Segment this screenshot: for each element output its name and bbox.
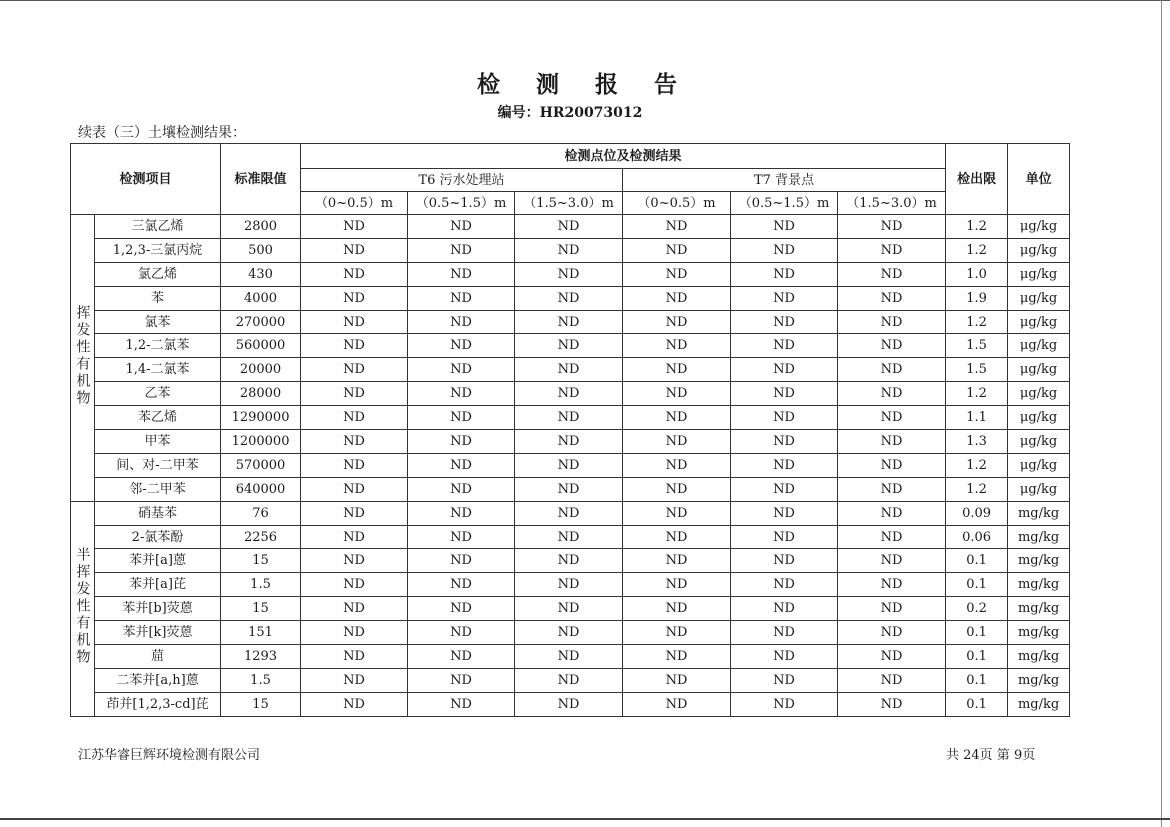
- result-cell: ND: [623, 286, 731, 310]
- result-cell: ND: [731, 692, 838, 716]
- table-row: [71, 358, 1070, 382]
- page-counter: 共 24页 第 9页: [946, 748, 1036, 763]
- unit-cell: mg/kg: [1008, 525, 1070, 549]
- result-cell: ND: [515, 310, 623, 334]
- unit-cell: μg/kg: [1008, 238, 1070, 262]
- result-cell: ND: [301, 430, 408, 454]
- report-title: 检 测 报 告: [476, 71, 692, 98]
- detection-limit: 1.2: [946, 310, 1008, 334]
- result-cell: ND: [731, 645, 838, 669]
- result-cell: ND: [408, 406, 515, 430]
- result-cell: ND: [408, 573, 515, 597]
- item-name: 2-氯苯酚: [95, 525, 221, 549]
- table-row: [71, 692, 1070, 716]
- detection-limit: 1.5: [946, 334, 1008, 358]
- result-cell: ND: [408, 597, 515, 621]
- item-name: 茚并[1,2,3-cd]芘: [95, 692, 221, 716]
- result-cell: ND: [731, 477, 838, 501]
- item-name: 1,4-二氯苯: [95, 358, 221, 382]
- result-cell: ND: [408, 286, 515, 310]
- result-cell: ND: [515, 215, 623, 239]
- page-bottom-edge: [0, 818, 1170, 820]
- table-row: [71, 430, 1070, 454]
- result-cell: ND: [731, 406, 838, 430]
- table-row: [71, 501, 1070, 525]
- table-caption: 续表（三）土壤检测结果：: [78, 125, 246, 141]
- result-cell: ND: [623, 549, 731, 573]
- result-cell: ND: [623, 501, 731, 525]
- unit-cell: mg/kg: [1008, 645, 1070, 669]
- unit-cell: μg/kg: [1008, 215, 1070, 239]
- header-site-t7: T7 背景点: [623, 169, 946, 192]
- item-name: 二苯并[a,h]蒽: [95, 668, 221, 692]
- detection-limit: 1.2: [946, 477, 1008, 501]
- result-cell: ND: [623, 621, 731, 645]
- table-row: [71, 621, 1070, 645]
- header-depth: （0~0.5）m: [623, 192, 731, 215]
- result-cell: ND: [838, 621, 946, 645]
- header-unit: 单位: [1008, 144, 1070, 215]
- header-depth: （0.5~1.5）m: [408, 192, 515, 215]
- standard-limit: 1290000: [221, 406, 301, 430]
- detection-limit: 0.06: [946, 525, 1008, 549]
- result-cell: ND: [731, 358, 838, 382]
- standard-limit: 20000: [221, 358, 301, 382]
- result-cell: ND: [731, 453, 838, 477]
- table-body: [71, 215, 1070, 717]
- result-cell: ND: [731, 215, 838, 239]
- unit-cell: μg/kg: [1008, 430, 1070, 454]
- result-cell: ND: [408, 668, 515, 692]
- unit-cell: μg/kg: [1008, 382, 1070, 406]
- result-cell: ND: [301, 453, 408, 477]
- result-cell: ND: [515, 382, 623, 406]
- result-cell: ND: [515, 334, 623, 358]
- detection-limit: 0.2: [946, 597, 1008, 621]
- result-cell: ND: [408, 382, 515, 406]
- result-cell: ND: [623, 334, 731, 358]
- result-cell: ND: [301, 621, 408, 645]
- item-name: 䓛: [95, 645, 221, 669]
- detection-limit: 0.1: [946, 549, 1008, 573]
- result-cell: ND: [301, 310, 408, 334]
- result-cell: ND: [515, 430, 623, 454]
- result-cell: ND: [623, 358, 731, 382]
- detection-limit: 0.1: [946, 692, 1008, 716]
- result-cell: ND: [301, 382, 408, 406]
- result-cell: ND: [515, 525, 623, 549]
- result-cell: ND: [838, 597, 946, 621]
- detection-limit: 1.0: [946, 262, 1008, 286]
- header-item: 检测项目: [71, 144, 221, 215]
- result-cell: ND: [731, 501, 838, 525]
- result-cell: ND: [515, 406, 623, 430]
- detection-limit: 1.3: [946, 430, 1008, 454]
- result-cell: ND: [408, 501, 515, 525]
- result-cell: ND: [623, 406, 731, 430]
- table-row: [71, 310, 1070, 334]
- detection-limit: 0.09: [946, 501, 1008, 525]
- standard-limit: 1200000: [221, 430, 301, 454]
- result-cell: ND: [731, 525, 838, 549]
- standard-limit: 15: [221, 597, 301, 621]
- unit-cell: mg/kg: [1008, 501, 1070, 525]
- unit-cell: μg/kg: [1008, 406, 1070, 430]
- unit-cell: μg/kg: [1008, 310, 1070, 334]
- result-cell: ND: [838, 310, 946, 334]
- result-cell: ND: [623, 453, 731, 477]
- detection-limit: 1.9: [946, 286, 1008, 310]
- result-cell: ND: [301, 668, 408, 692]
- header-depth: （1.5~3.0）m: [838, 192, 946, 215]
- result-cell: ND: [408, 215, 515, 239]
- item-name: 苯乙烯: [95, 406, 221, 430]
- category-cell: [71, 501, 95, 716]
- standard-limit: 1.5: [221, 668, 301, 692]
- result-cell: ND: [408, 334, 515, 358]
- result-cell: ND: [838, 262, 946, 286]
- result-cell: ND: [838, 668, 946, 692]
- unit-cell: mg/kg: [1008, 573, 1070, 597]
- header-depth: （0~0.5）m: [301, 192, 408, 215]
- result-cell: ND: [623, 573, 731, 597]
- page-top-edge: [0, 0, 1170, 1]
- result-cell: ND: [731, 238, 838, 262]
- item-name: 氯苯: [95, 310, 221, 334]
- result-cell: ND: [408, 238, 515, 262]
- result-cell: ND: [301, 477, 408, 501]
- header-detect-limit: 检出限: [946, 144, 1008, 215]
- table-row: [71, 406, 1070, 430]
- result-cell: ND: [515, 453, 623, 477]
- result-cell: ND: [623, 668, 731, 692]
- detection-limit: 0.1: [946, 645, 1008, 669]
- category-label: 半挥发性有机物: [74, 547, 91, 667]
- table-row: [71, 645, 1070, 669]
- result-cell: ND: [623, 238, 731, 262]
- table-row: [71, 668, 1070, 692]
- header-site-t6: T6 污水处理站: [301, 169, 623, 192]
- result-cell: ND: [301, 406, 408, 430]
- result-cell: ND: [301, 334, 408, 358]
- standard-limit: 1293: [221, 645, 301, 669]
- result-cell: ND: [838, 358, 946, 382]
- table-row: [71, 549, 1070, 573]
- result-cell: ND: [731, 310, 838, 334]
- result-cell: ND: [623, 310, 731, 334]
- item-name: 苯并[a]蒽: [95, 549, 221, 573]
- unit-cell: mg/kg: [1008, 668, 1070, 692]
- result-cell: ND: [623, 477, 731, 501]
- page-right-edge: [1161, 0, 1162, 827]
- result-cell: ND: [623, 382, 731, 406]
- result-cell: ND: [408, 262, 515, 286]
- result-cell: ND: [838, 453, 946, 477]
- item-name: 三氯乙烯: [95, 215, 221, 239]
- table-row: [71, 525, 1070, 549]
- result-cell: ND: [301, 597, 408, 621]
- result-cell: ND: [408, 453, 515, 477]
- result-cell: ND: [515, 262, 623, 286]
- result-cell: ND: [301, 692, 408, 716]
- standard-limit: 500: [221, 238, 301, 262]
- result-cell: ND: [515, 668, 623, 692]
- standard-limit: 15: [221, 549, 301, 573]
- soil-results-table: [70, 143, 1070, 717]
- standard-limit: 560000: [221, 334, 301, 358]
- result-cell: ND: [515, 597, 623, 621]
- result-cell: ND: [838, 430, 946, 454]
- result-cell: ND: [408, 621, 515, 645]
- category-label: 挥发性有机物: [74, 304, 91, 407]
- unit-cell: μg/kg: [1008, 477, 1070, 501]
- result-cell: ND: [408, 477, 515, 501]
- standard-limit: 28000: [221, 382, 301, 406]
- table-row: [71, 382, 1070, 406]
- result-cell: ND: [515, 286, 623, 310]
- standard-limit: 15: [221, 692, 301, 716]
- result-cell: ND: [838, 382, 946, 406]
- result-cell: ND: [731, 549, 838, 573]
- table-row: [71, 215, 1070, 239]
- detection-limit: 0.1: [946, 573, 1008, 597]
- result-cell: ND: [838, 238, 946, 262]
- result-cell: ND: [623, 525, 731, 549]
- result-cell: ND: [301, 358, 408, 382]
- result-cell: ND: [408, 430, 515, 454]
- item-name: 1,2-二氯苯: [95, 334, 221, 358]
- item-name: 苯并[k]荧蒽: [95, 621, 221, 645]
- result-cell: ND: [731, 597, 838, 621]
- result-cell: ND: [515, 501, 623, 525]
- result-cell: ND: [838, 501, 946, 525]
- item-name: 甲苯: [95, 430, 221, 454]
- result-cell: ND: [301, 525, 408, 549]
- result-cell: ND: [731, 262, 838, 286]
- unit-cell: μg/kg: [1008, 286, 1070, 310]
- result-cell: ND: [731, 573, 838, 597]
- table-row: [71, 238, 1070, 262]
- company-name: 江苏华睿巨辉环境检测有限公司: [78, 748, 261, 763]
- result-cell: ND: [623, 262, 731, 286]
- detection-limit: 1.2: [946, 238, 1008, 262]
- standard-limit: 151: [221, 621, 301, 645]
- table-row: [71, 597, 1070, 621]
- standard-limit: 76: [221, 501, 301, 525]
- result-cell: ND: [515, 549, 623, 573]
- unit-cell: mg/kg: [1008, 549, 1070, 573]
- item-name: 氯乙烯: [95, 262, 221, 286]
- result-cell: ND: [731, 430, 838, 454]
- result-cell: ND: [838, 215, 946, 239]
- standard-limit: 270000: [221, 310, 301, 334]
- result-cell: ND: [731, 621, 838, 645]
- result-cell: ND: [301, 645, 408, 669]
- result-cell: ND: [408, 645, 515, 669]
- item-name: 间、对-二甲苯: [95, 453, 221, 477]
- result-cell: ND: [515, 238, 623, 262]
- result-cell: ND: [301, 501, 408, 525]
- table-row: [71, 453, 1070, 477]
- result-cell: ND: [838, 406, 946, 430]
- result-cell: ND: [838, 549, 946, 573]
- item-name: 邻-二甲苯: [95, 477, 221, 501]
- detection-limit: 0.1: [946, 668, 1008, 692]
- result-cell: ND: [408, 525, 515, 549]
- detection-limit: 1.5: [946, 358, 1008, 382]
- unit-cell: μg/kg: [1008, 334, 1070, 358]
- item-name: 1,2,3-三氯丙烷: [95, 238, 221, 262]
- unit-cell: μg/kg: [1008, 262, 1070, 286]
- result-cell: ND: [515, 621, 623, 645]
- result-cell: ND: [301, 215, 408, 239]
- item-name: 苯: [95, 286, 221, 310]
- unit-cell: μg/kg: [1008, 358, 1070, 382]
- standard-limit: 4000: [221, 286, 301, 310]
- table-row: [71, 477, 1070, 501]
- result-cell: ND: [623, 430, 731, 454]
- result-cell: ND: [515, 645, 623, 669]
- table-row: [71, 286, 1070, 310]
- table-header: [71, 144, 1070, 215]
- detection-limit: 1.2: [946, 453, 1008, 477]
- header-points: 检测点位及检测结果: [301, 144, 946, 169]
- result-cell: ND: [838, 573, 946, 597]
- item-name: 苯并[b]荧蒽: [95, 597, 221, 621]
- header-limit: 标准限值: [221, 144, 301, 215]
- detection-limit: 1.2: [946, 382, 1008, 406]
- result-cell: ND: [731, 286, 838, 310]
- standard-limit: 1.5: [221, 573, 301, 597]
- result-cell: ND: [301, 238, 408, 262]
- result-cell: ND: [731, 668, 838, 692]
- unit-cell: mg/kg: [1008, 597, 1070, 621]
- detection-limit: 1.1: [946, 406, 1008, 430]
- result-cell: ND: [838, 692, 946, 716]
- header-depth: （1.5~3.0）m: [515, 192, 623, 215]
- unit-cell: μg/kg: [1008, 453, 1070, 477]
- result-cell: ND: [838, 286, 946, 310]
- result-cell: ND: [838, 477, 946, 501]
- result-cell: ND: [623, 692, 731, 716]
- result-cell: ND: [838, 645, 946, 669]
- result-cell: ND: [515, 573, 623, 597]
- result-cell: ND: [301, 549, 408, 573]
- result-cell: ND: [301, 286, 408, 310]
- standard-limit: 570000: [221, 453, 301, 477]
- detection-limit: 0.1: [946, 621, 1008, 645]
- table-row: [71, 334, 1070, 358]
- result-cell: ND: [731, 334, 838, 358]
- report-number: 编号：HR20073012: [497, 105, 643, 121]
- item-name: 乙苯: [95, 382, 221, 406]
- result-cell: ND: [623, 645, 731, 669]
- unit-cell: mg/kg: [1008, 692, 1070, 716]
- result-cell: ND: [408, 358, 515, 382]
- result-cell: ND: [623, 597, 731, 621]
- result-cell: ND: [515, 692, 623, 716]
- result-cell: ND: [515, 358, 623, 382]
- table-row: [71, 262, 1070, 286]
- table-row: [71, 573, 1070, 597]
- result-cell: ND: [838, 334, 946, 358]
- result-cell: ND: [731, 382, 838, 406]
- item-name: 硝基苯: [95, 501, 221, 525]
- result-cell: ND: [838, 525, 946, 549]
- unit-cell: mg/kg: [1008, 621, 1070, 645]
- item-name: 苯并[a]芘: [95, 573, 221, 597]
- standard-limit: 430: [221, 262, 301, 286]
- result-cell: ND: [623, 215, 731, 239]
- result-cell: ND: [301, 262, 408, 286]
- result-cell: ND: [301, 573, 408, 597]
- standard-limit: 2800: [221, 215, 301, 239]
- result-cell: ND: [408, 310, 515, 334]
- standard-limit: 640000: [221, 477, 301, 501]
- header-depth: （0.5~1.5）m: [731, 192, 838, 215]
- detection-limit: 1.2: [946, 215, 1008, 239]
- category-cell: [71, 215, 95, 502]
- result-cell: ND: [515, 477, 623, 501]
- standard-limit: 2256: [221, 525, 301, 549]
- result-cell: ND: [408, 692, 515, 716]
- result-cell: ND: [408, 549, 515, 573]
